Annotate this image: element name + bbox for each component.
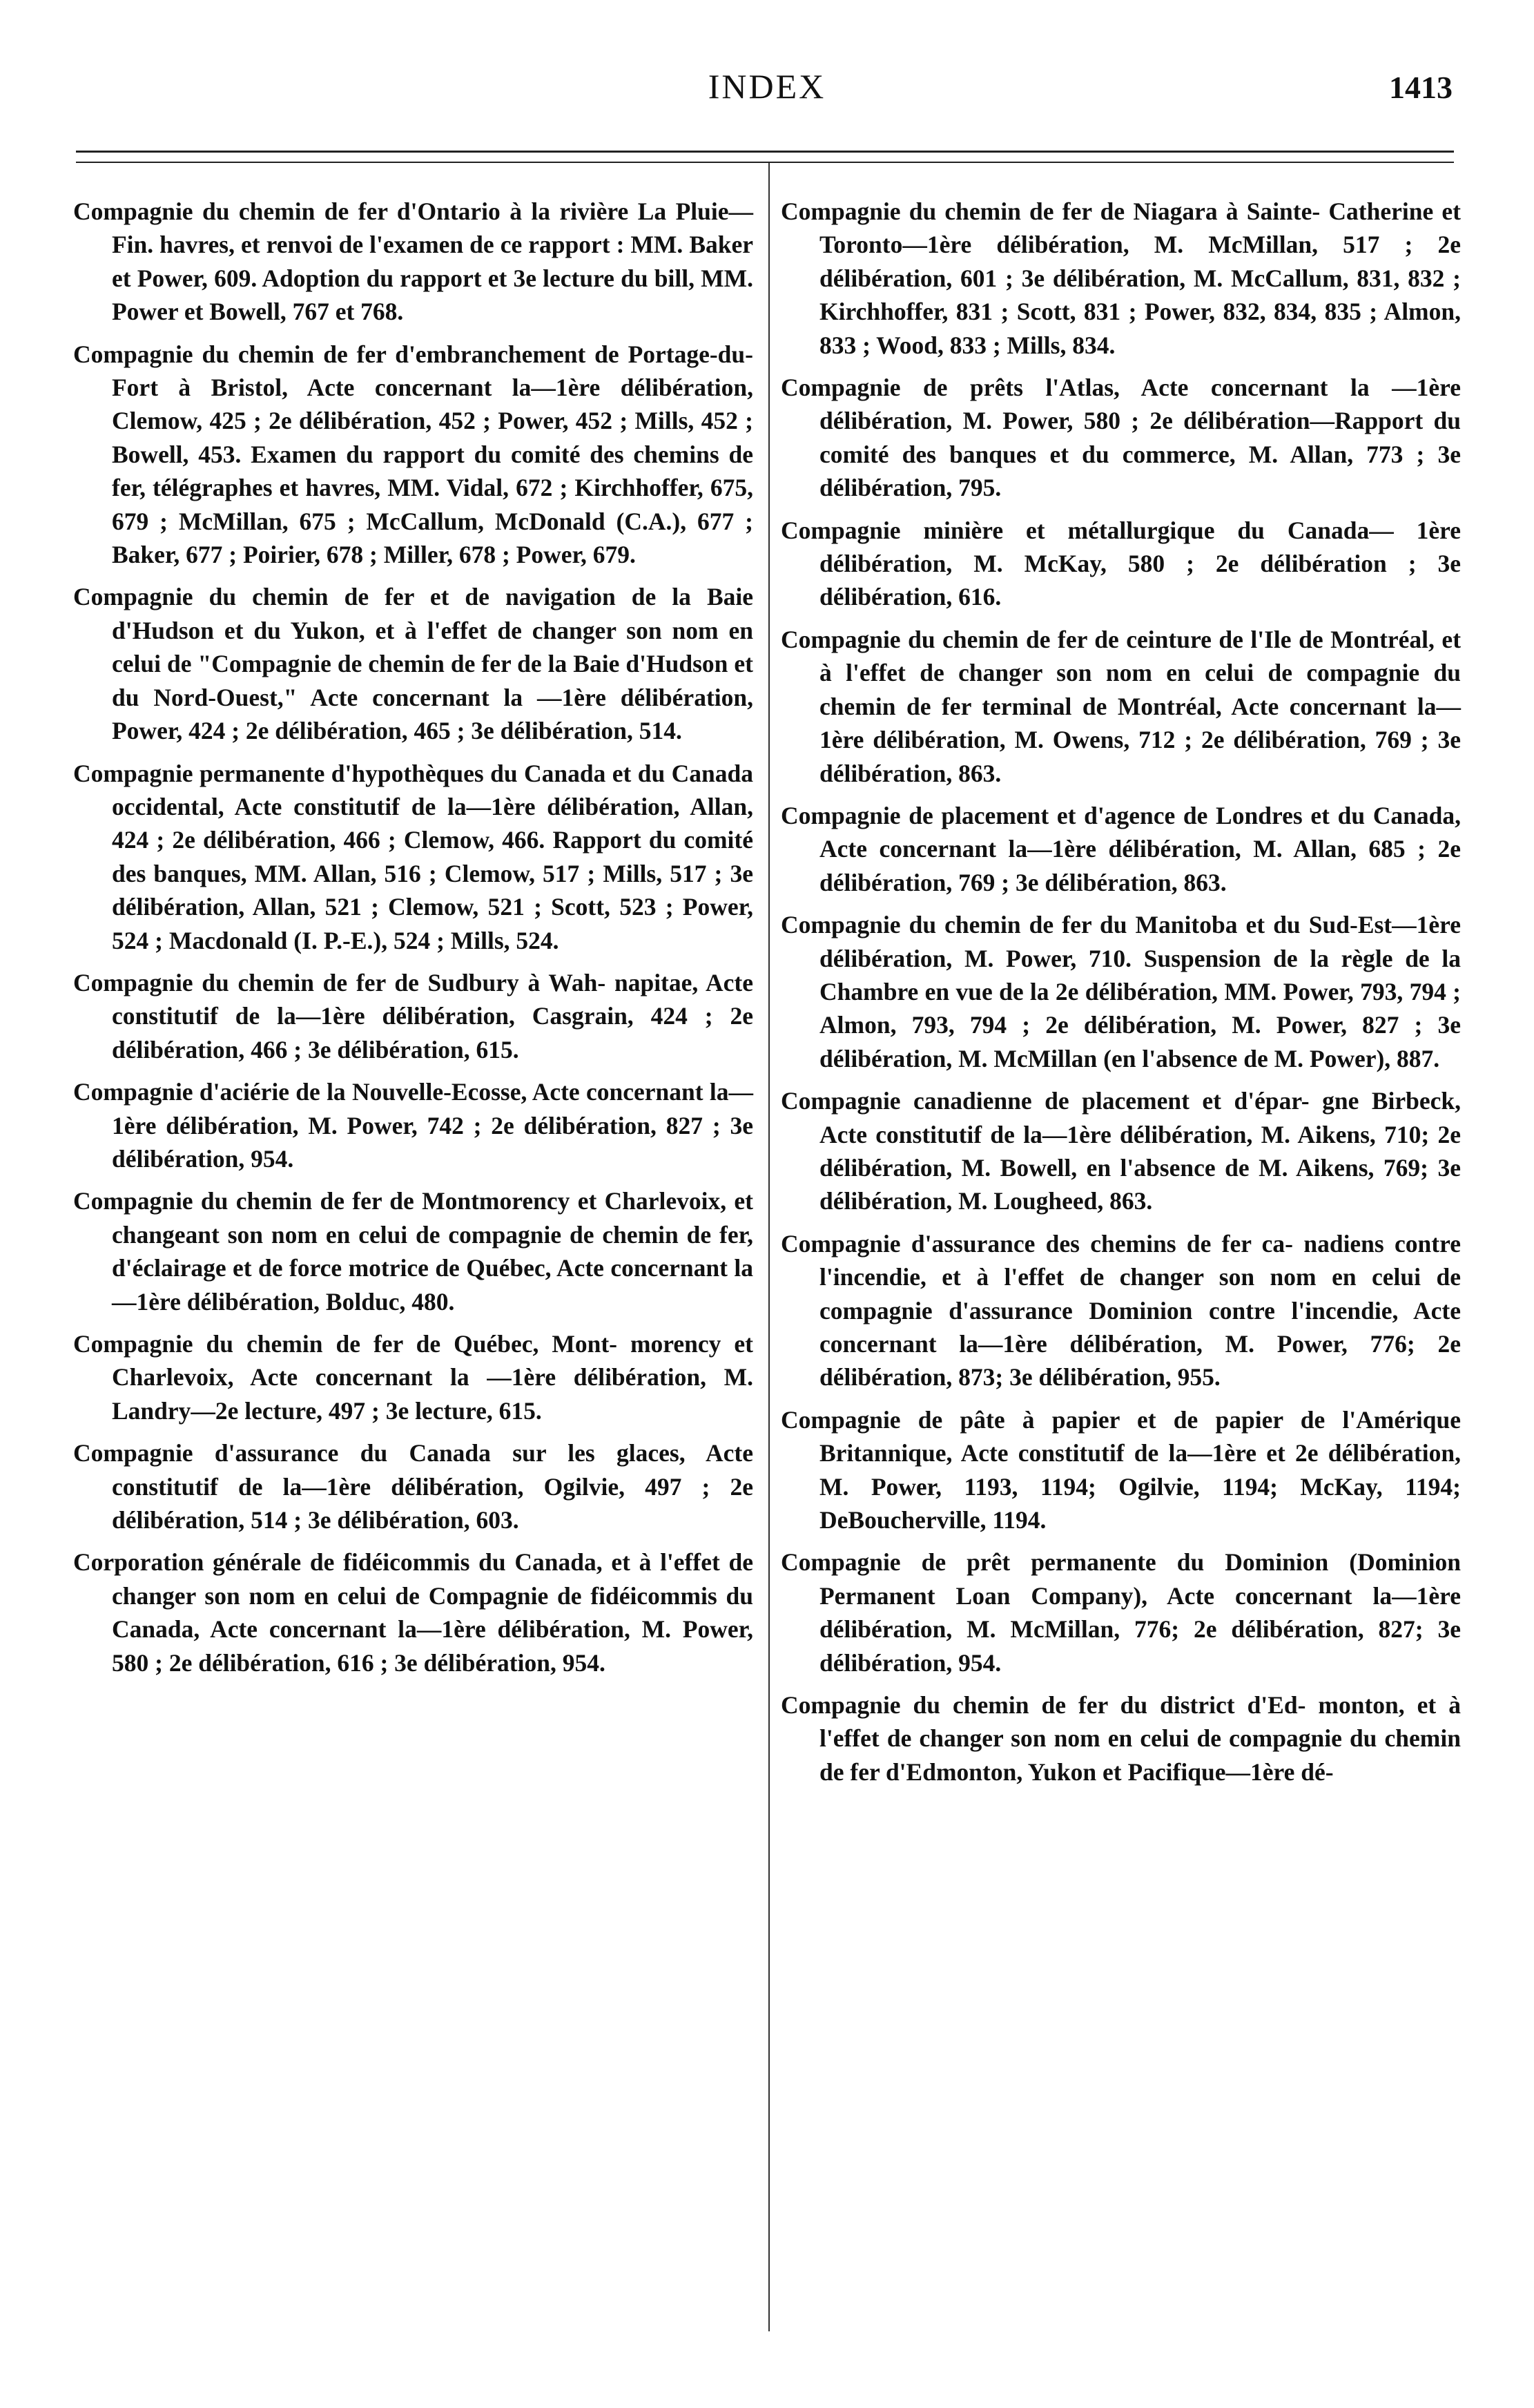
entry-heading: Compagnie du chemin de fer de Sudbury à Wah-	[73, 968, 606, 996]
page-title: INDEX	[708, 67, 826, 106]
entry-text: concernant la—1ère délibération, M. Power, 742 ; 2e délibération, 827 ; 3e délibération, 954.	[112, 1078, 753, 1173]
left-column	[73, 195, 753, 1688]
entry-heading: Compagnie canadienne de placement et d'épar-	[781, 1087, 1310, 1115]
entry-text: Portage-du-Fort à Bristol, Acte concernant la—1ère délibération, Clemow, 425 ; 2e délibération, 452 ; Power, 452 ; Mills, 452 ; Bowell, 453. Examen du rapport du comité des chemins de fer, télégraphes et havres, MM. Vidal, 672 ; Kirchhoffer, 675, 679 ; McMillan, 675 ; McCallum, McDonald (C.A.), 677 ; Baker, 677 ; Poirier, 678 ; Miller, 678 ; Power, 679.	[112, 340, 753, 569]
entry-heading: Compagnie d'assurance du Canada sur les glaces,	[73, 1439, 686, 1467]
entry-text: 1ère délibération, M. McKay, 580 ; 2e délibération ; 3e délibération, 616.	[819, 516, 1461, 611]
index-entry	[73, 1075, 753, 1175]
entry-heading: Compagnie minière et métallurgique du Canada—	[781, 516, 1394, 544]
index-entry	[73, 966, 753, 1066]
entry-heading: Corporation générale de fidéicommis du Canada,	[73, 1548, 603, 1577]
entry-heading: Compagnie de prêts l'Atlas, Acte concernant la	[781, 374, 1370, 402]
entry-text: Catherine et Toronto—1ère délibération, M. McMillan, 517 ; 2e délibération, 601 ; 3e délibération, M. McCallum, 831, 832 ; Kirchhoffer, 831 ; Scott, 831 ; Power, 832, 834, 835 ; Almon, 833 ; Wood, 833 ; Mills, 834.	[819, 198, 1462, 359]
index-entry	[781, 623, 1461, 790]
entry-text: monton, et à l'effet de changer son nom en celui de compagnie du chemin de fer d'Edmonton, Yukon et Pacifique—1ère dé-	[819, 1691, 1461, 1786]
header-rule	[76, 151, 1454, 153]
index-entry	[781, 908, 1461, 1075]
entry-text: et du Canada occidental, Acte constitutif de la—1ère délibération, Allan, 424 ; 2e délibération, 466 ; Clemow, 466. Rapport du comité des banques, MM. Allan, 516 ; Clemow, 517 ; Mills, 517 ; 3e délibération, Allan, 521 ; Clemow, 521 ; Scott, 523 ; Power, 524 ; Macdonald (I. P.-E.), 524 ; Mills, 524.	[112, 759, 753, 954]
index-entry	[73, 580, 753, 747]
index-entry	[73, 338, 753, 572]
entry-text: nadiens contre l'incendie, et à l'effet de changer son nom en celui de compagnie d'assurance Dominion contre l'incendie, Acte concernant la—1ère délibération, M. Power, 776; 2e délibération, 873; 3e délibération, 955.	[819, 1229, 1461, 1391]
entry-heading: Compagnie du chemin de fer de ceinture de l'Ile	[781, 625, 1292, 653]
page-number: 1413	[1389, 70, 1453, 105]
entry-heading: Compagnie du chemin de fer de Québec, Mont-	[73, 1330, 617, 1358]
index-entry	[781, 1084, 1461, 1218]
index-entry	[781, 1227, 1461, 1394]
right-column	[781, 195, 1461, 1798]
entry-text: morency et Charlevoix, Acte concernant la —1ère délibération, M. Landry—2e lecture, 497 ; 3e lecture, 615.	[112, 1330, 753, 1425]
entry-text: Acte constitutif de la—1ère délibération, Ogilvie, 497 ; 2e délibération, 514 ; 3e délibération, 603.	[112, 1439, 753, 1534]
index-entry	[73, 195, 753, 329]
entry-text: Sud-Est—1ère délibération, M. Power, 710. Suspension de la règle de la Chambre en vue de la 2e délibération, MM. Power, 793, 794 ; Almon, 793, 794 ; 2e délibération, M. Power, 827 ; 3e délibération, M. McMillan (en l'absence de M. Power), 887.	[819, 911, 1462, 1072]
entry-text: et du Canada, Acte concernant la—1ère délibération, M. Allan, 685 ; 2e délibération, 769 ; 3e délibération, 863.	[819, 801, 1461, 896]
entry-heading: Compagnie de prêt permanente du Dominion	[781, 1548, 1329, 1577]
entry-text: et à l'effet de changer son nom en celui de Compagnie de fidéicommis du Canada, Acte concernant la—1ère délibération, M. Power, 580 ; 2e délibération, 616 ; 3e délibération, 954.	[112, 1548, 753, 1677]
index-entry	[73, 1436, 753, 1537]
entry-heading: Compagnie de placement et d'agence de Londres	[781, 801, 1303, 829]
entry-heading: Compagnie du chemin de fer et de navigation de	[73, 583, 657, 611]
index-entry	[73, 1545, 753, 1679]
entry-heading: Compagnie du chemin de fer de Montmorency et	[73, 1187, 597, 1215]
entry-text: de Montréal, et à l'effet de changer son nom en celui de compagnie du chemin de fer terminal de Montréal, Acte concernant la—1ère délibération, M. Owens, 712 ; 2e délibération, 769 ; 3e délibération, 863.	[819, 625, 1462, 787]
entry-heading: Compagnie du chemin de fer d'embranchement de	[73, 340, 619, 368]
entry-heading: Compagnie du chemin de fer de Niagara à Sainte-	[781, 198, 1321, 225]
index-entry	[73, 1327, 753, 1427]
entry-heading: Compagnie d'aciérie de la Nouvelle-Ecosse, Acte	[73, 1078, 580, 1106]
entry-heading: Compagnie d'assurance des chemins de fer ca-	[781, 1229, 1294, 1258]
index-entry	[73, 757, 753, 957]
column-divider	[768, 163, 770, 2331]
index-entry	[781, 371, 1461, 505]
index-entry	[781, 195, 1461, 362]
index-entry	[781, 1688, 1461, 1789]
entry-text: l'Amérique Britannique, Acte constitutif de la—1ère et 2e délibération, M. Power, 1193, 1194; Ogilvie, 1194; McKay, 1194; DeBoucherville, 1194.	[819, 1405, 1461, 1534]
index-entry	[781, 1545, 1461, 1679]
entry-heading: Compagnie permanente d'hypothèques du Canada	[73, 759, 606, 787]
entry-text: Charlevoix, et changeant son nom en celui de compagnie de chemin de fer, d'éclairage et de force motrice de Québec, Acte concernant la—1ère délibération, Bolduc, 480.	[112, 1187, 754, 1316]
entry-text: napitae, Acte constitutif de la—1ère délibération, Casgrain, 424 ; 2e délibération, 466 ; 3e délibération, 615.	[112, 968, 753, 1063]
index-entry	[781, 1403, 1461, 1537]
index-entry	[781, 514, 1461, 614]
entry-text: gne Birbeck, Acte constitutif de la—1ère délibération, M. Aikens, 710; 2e délibération, M. Bowell, en l'absence de M. Aikens, 769; 3e délibération, M. Lougheed, 863.	[819, 1087, 1461, 1215]
entry-text: la Baie d'Hudson et du Yukon, et à l'effet de changer son nom en celui de "Compagnie de chemin de fer de la Baie d'Hudson et du Nord-Ouest," Acte concernant la —1ère délibération, Power, 424 ; 2e délibération, 465 ; 3e délibération, 514.	[112, 583, 754, 745]
entry-heading: Compagnie du chemin de fer du Manitoba et du	[781, 911, 1301, 939]
header-rule-double	[76, 162, 1454, 163]
entry-text: —1ère délibération, M. Power, 580 ; 2e délibération—Rapport du comité des banques et du commerce, M. Allan, 773 ; 3e délibération, 795.	[819, 374, 1462, 502]
entry-heading: Compagnie du chemin de fer du district d'Ed-	[781, 1691, 1306, 1720]
index-entry	[781, 799, 1461, 899]
entry-text: rivière La Pluie—Fin. havres, et renvoi de l'examen de ce rapport : MM. Baker et Power, 609. Adoption du rapport et 3e lecture du bill, MM. Power et Bowell, 767 et 768.	[112, 198, 754, 326]
index-entry	[73, 1184, 753, 1318]
entry-heading: Compagnie de pâte à papier et de papier de	[781, 1405, 1326, 1434]
entry-text: (Dominion Permanent Loan Company), Acte concernant la—1ère délibération, M. McMillan, 776; 2e délibération, 827; 3e délibération, 954.	[819, 1548, 1462, 1677]
entry-heading: Compagnie du chemin de fer d'Ontario à la	[73, 198, 550, 225]
